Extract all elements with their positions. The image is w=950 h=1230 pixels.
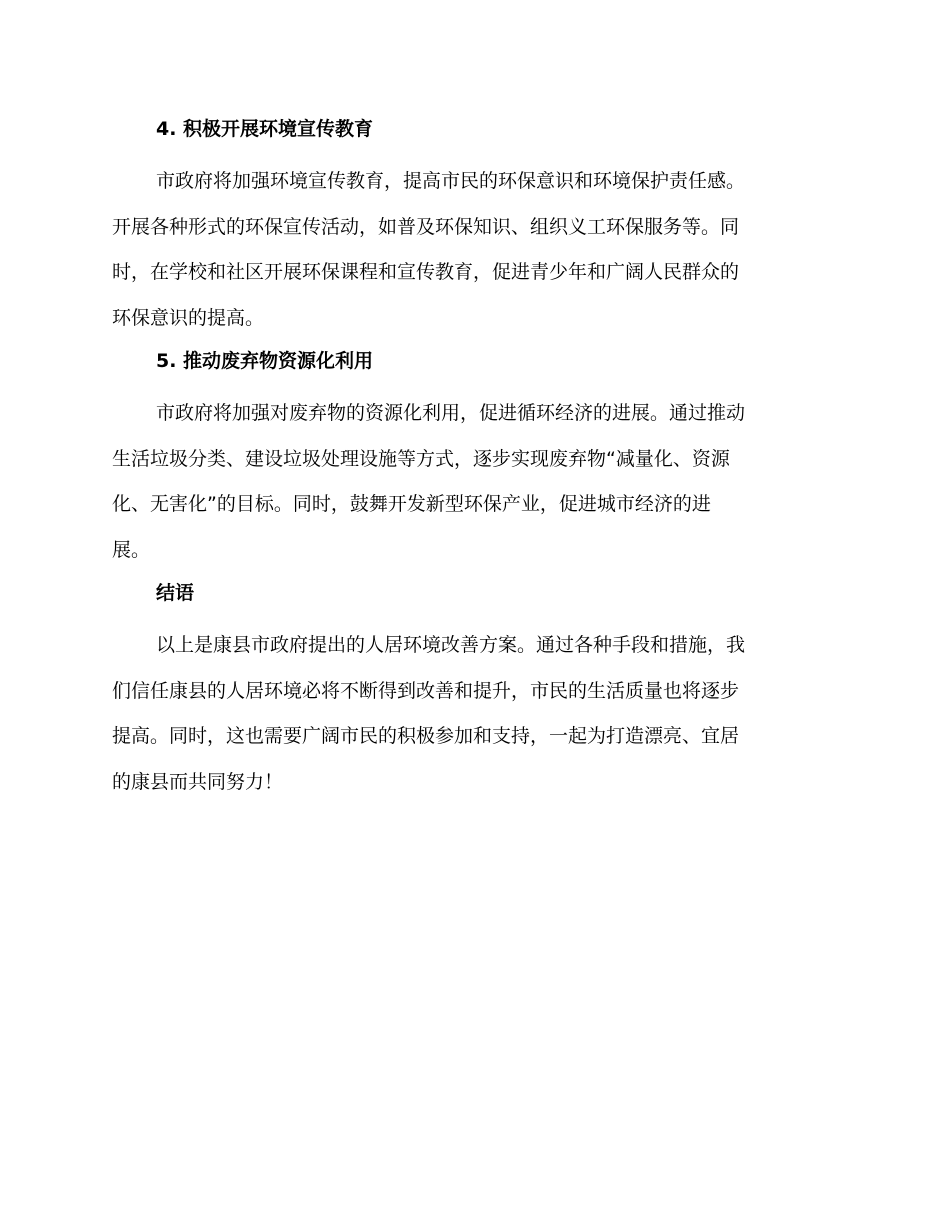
document-body — [112, 114, 832, 810]
section-paragraph-4 — [112, 159, 832, 341]
paragraph-line: 们信任康县的人居环境必将不断得到改善和提升，市民的生活质量也将逐步 — [112, 679, 740, 702]
paragraph-line: 环保意识的提高。 — [112, 306, 265, 329]
paragraph-line: 市政府将加强对废弃物的资源化利用，促进循环经济的进展。通过推动 — [156, 402, 746, 424]
conclusion-paragraph — [112, 623, 832, 805]
paragraph-line: 开展各种形式的环保宣传活动，如普及环保知识、组织义工环保服务等。同 — [112, 215, 740, 238]
paragraph-line: 以上是康县市政府提出的人居环境改善方案。通过各种手段和措施，我 — [156, 634, 746, 656]
paragraph-line: 展。 — [112, 538, 151, 561]
section-paragraph-5 — [112, 391, 832, 573]
conclusion-heading: 结语 — [156, 582, 195, 604]
section-heading-4: 4. 积极开展环境宣传教育 — [156, 118, 374, 140]
paragraph-line: 时，在学校和社区开展环保课程和宣传教育，促进青少年和广阔人民群众的 — [112, 261, 740, 283]
paragraph-line: 的康县而共同努力！ — [112, 770, 284, 793]
paragraph-line: 化、无害化”的目标。同时，鼓舞开发新型环保产业，促进城市经济的进 — [112, 493, 711, 515]
section-heading-5: 5. 推动废弃物资源化利用 — [156, 350, 374, 372]
paragraph-line: 市政府将加强环境宣传教育，提高市民的环保意识和环境保护责任感。 — [156, 170, 746, 192]
paragraph-line: 生活垃圾分类、建设垃圾处理设施等方式，逐步实现废弃物“减量化、资源 — [112, 447, 730, 470]
paragraph-line: 提高。同时，这也需要广阔市民的积极参加和支持，一起为打造漂亮、宜居 — [112, 725, 740, 747]
